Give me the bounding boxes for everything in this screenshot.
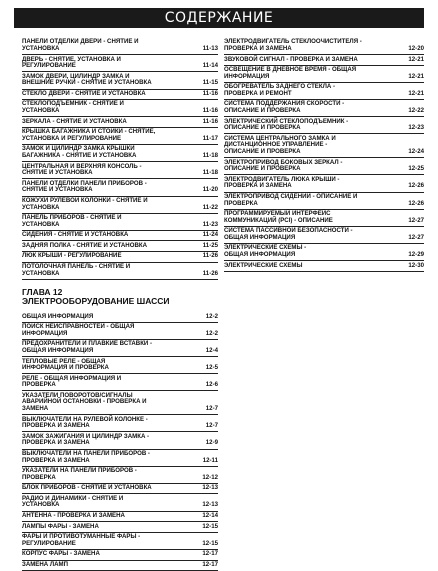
toc-entry-page: 12-6 — [205, 381, 218, 389]
toc-entry-page: 12-22 — [408, 107, 424, 115]
toc-entry-page: 12-17 — [202, 560, 218, 568]
toc-entry — [22, 484, 218, 495]
toc-entry — [22, 100, 218, 117]
toc-entry — [224, 227, 424, 244]
toc-entry-page: 11-18 — [202, 152, 218, 159]
toc-entry-page: 12-25 — [408, 165, 424, 173]
contents-header: СОДЕРЖАНИЕ — [14, 8, 424, 28]
toc-entry-page: 12-26 — [408, 182, 424, 190]
toc-entry-page: 12-21 — [408, 72, 424, 80]
toc-entry — [224, 210, 424, 227]
toc-entry — [22, 467, 218, 484]
toc-entry — [22, 38, 218, 55]
toc-entry-page: 11-13 — [202, 44, 218, 52]
toc-entry — [22, 90, 218, 101]
toc-entry — [224, 175, 424, 192]
toc-entry-page: 11-18 — [202, 169, 218, 177]
toc-entry-page: 12-14 — [202, 512, 218, 520]
toc-entry-page: 11-23 — [202, 220, 218, 228]
toc-entry-title: ЗЕРКАЛА - СНЯТИЕ И УСТАНОВКА — [22, 117, 127, 125]
toc-entry-page: 12-24 — [408, 148, 424, 156]
toc-entry — [224, 244, 424, 261]
toc-entry — [22, 72, 218, 89]
chapter-12-entries — [22, 312, 218, 571]
toc-entry-title: КОЖУХИ РУЛЕВОЙ КОЛОНКИ - СНЯТИЕ И УСТАНОВКА — [22, 196, 148, 211]
toc-entry-page: 12-13 — [202, 501, 218, 509]
toc-entry-title: ЗАМОК ЗАЖИГАНИЯ И ЦИЛИНДР ЗАМКА - ПРОВЕРКА И ЗАМЕНА — [22, 432, 150, 447]
toc-entry-title: ЗАМЕНА ЛАМП — [22, 560, 68, 568]
toc-entry — [22, 145, 218, 162]
toc-entry-page: 12-7 — [205, 405, 218, 413]
toc-entry — [224, 261, 424, 272]
toc-entry-title: ОБОГРЕВАТЕЛЬ ЗАДНЕГО СТЕКЛА - ПРОВЕРКА И РЕМОНТ — [224, 83, 335, 97]
toc-entry — [22, 312, 218, 323]
toc-entry-page: 11-25 — [202, 241, 218, 249]
left-column — [22, 38, 218, 571]
toc-entry-page: 12-15 — [202, 522, 218, 530]
toc-entry — [22, 533, 218, 550]
toc-entry-page: 12-9 — [205, 439, 218, 447]
toc-entry — [22, 415, 218, 432]
toc-entry — [22, 197, 218, 214]
toc-entry-title: СИСТЕМА ЦЕНТРАЛЬНОГО ЗАМКА И ДИСТАНЦИОННОЕ УПРАВЛЕНИЕ - ОПИСАНИЕ И ПРОВЕРКА — [224, 134, 336, 156]
toc-entry-title: ПРОГРАММИРУЕМЫЙ ИНТЕРФЕЙС КОММУНИКАЦИЙ (PCI) - ОПИСАНИЕ — [224, 210, 333, 224]
toc-entry-title: ПАНЕЛЬ ПРИБОРОВ - СНЯТИЕ И УСТАНОВКА — [22, 214, 122, 228]
toc-entry — [22, 263, 218, 280]
toc-entry-page: 11-20 — [202, 186, 218, 194]
toc-entry-page: 11-16 — [202, 117, 218, 125]
toc-entry-title: СТЕКЛО ДВЕРИ - СНЯТИЕ И УСТАНОВКА — [22, 89, 146, 97]
toc-entry-page: 12-21 — [408, 55, 424, 63]
toc-entry-page: 12-5 — [205, 364, 218, 372]
toc-entry-title: СИДЕНИЯ - СНЯТИЕ И УСТАНОВКА — [22, 231, 129, 239]
toc-entry-page: 12-30 — [408, 261, 424, 269]
toc-entry-page: 11-17 — [202, 134, 218, 142]
toc-entry-title: ЦЕНТРАЛЬНАЯ И ВЕРХНЯЯ КОНСОЛЬ - СНЯТИЕ И УСТАНОВКА — [22, 162, 142, 177]
right-column — [224, 38, 424, 272]
toc-entry-title: ОСВЕЩЕНИЕ В ДНЕВНОЕ ВРЕМЯ - ОБЩАЯ ИНФОРМАЦИЯ — [224, 66, 357, 80]
toc-entry-title: ФАРЫ И ПРОТИВОТУМАННЫЕ ФАРЫ - РЕГУЛИРОВАНИЕ — [22, 533, 141, 547]
toc-entry-title: УКАЗАТЕЛИ НА ПАНЕЛИ ПРИБОРОВ - ПРОВЕРКА — [22, 467, 137, 481]
chapter-number: ГЛАВА 12 — [22, 286, 63, 297]
toc-entry — [22, 231, 218, 242]
toc-entry-page: 12-4 — [205, 346, 218, 354]
chapter-title: ЭЛЕКТРООБОРУДОВАНИЕ ШАССИ — [22, 295, 170, 306]
toc-entry-page: 12-13 — [202, 484, 218, 492]
toc-entry-page: 11-26 — [202, 252, 218, 260]
toc-entry-page: 12-17 — [202, 550, 218, 558]
toc-entry — [22, 117, 218, 128]
toc-entry — [22, 494, 218, 511]
toc-entry-title: СИСТЕМА ПАССИВНОЙ БЕЗОПАСНОСТИ - ОБЩАЯ ИНФОРМАЦИЯ — [224, 227, 353, 241]
toc-entry-page: 12-20 — [408, 44, 424, 52]
toc-entry — [22, 128, 218, 145]
chapter-heading — [22, 288, 218, 306]
toc-entry — [22, 323, 218, 340]
toc-entry-title: ЭЛЕКТРИЧЕСКИЙ СТЕКЛОПОДЪЕМНИК - ОПИСАНИЕ И ПРОВЕРКА — [224, 117, 349, 132]
toc-entry — [22, 432, 218, 449]
toc-entry-title: СИСТЕМА ПОДДЕРЖАНИЯ СКОРОСТИ - ОПИСАНИЕ И ПРОВЕРКА — [224, 100, 345, 115]
toc-entry-title: СТЕКЛОПОДЪЕМНИК - СНЯТИЕ И УСТАНОВКА — [22, 100, 124, 115]
toc-entry-page: 11-22 — [202, 203, 218, 211]
toc-entry-page: 12-26 — [408, 199, 424, 207]
toc-entry — [22, 241, 218, 252]
toc-entry-page: 12-2 — [205, 329, 218, 337]
toc-entry — [224, 193, 424, 210]
toc-entry — [22, 512, 218, 523]
toc-entry-page: 12-27 — [408, 233, 424, 241]
toc-entry — [22, 391, 218, 415]
toc-entry — [22, 561, 218, 571]
toc-entry-title: ЭЛЕКТРОДВИГАТЕЛЬ ЛЮКА КРЫШИ - ПРОВЕРКА И ЗАМЕНА — [224, 175, 340, 190]
chapter-12-entries-continued — [224, 38, 424, 272]
toc-entry-title: ЛАМПЫ ФАРЫ - ЗАМЕНА — [22, 522, 99, 530]
toc-entry-title: ТЕПЛОВЫЕ РЕЛЕ - ОБЩАЯ ИНФОРМАЦИЯ И ПРОВЕРКА — [22, 357, 109, 372]
toc-entry — [22, 374, 218, 391]
toc-entry-page: 12-29 — [408, 251, 424, 259]
toc-entry — [224, 66, 424, 83]
toc-entry-title: ПАНЕЛИ ОТДЕЛКИ ПАНЕЛИ ПРИБОРОВ - СНЯТИЕ И УСТАНОВКА — [22, 179, 147, 194]
toc-entry-title: ОБЩАЯ ИНФОРМАЦИЯ — [22, 312, 94, 320]
toc-entry — [224, 83, 424, 100]
toc-entry-title: КРЫШКА БАГАЖНИКА И СТОЙКИ - СНЯТИЕ, УСТАНОВКА И РЕГУЛИРОВАНИЕ — [22, 128, 156, 142]
toc-entry — [22, 550, 218, 561]
toc-entry-page: 11-26 — [202, 269, 218, 277]
toc-entry-page: 12-27 — [408, 216, 424, 224]
toc-entry — [22, 522, 218, 533]
toc-entry-title: РАДИО И ДИНАМИКИ - СНЯТИЕ И УСТАНОВКА — [22, 494, 124, 509]
toc-entry-page: 11-16 — [202, 89, 218, 97]
toc-entry — [22, 162, 218, 179]
toc-entry-title: ВЫКЛЮЧАТЕЛИ НА РУЛЕВОЙ КОЛОНКЕ - ПРОВЕРКА И ЗАМЕНА — [22, 415, 148, 430]
toc-entry — [224, 158, 424, 175]
toc-entry — [22, 179, 218, 196]
toc-entry-title: ПОИСК НЕИСПРАВНОСТЕЙ - ОБЩАЯ ИНФОРМАЦИЯ — [22, 323, 135, 337]
toc-entry-page: 11-16 — [202, 107, 218, 115]
toc-entry-title: ЗАМОК ДВЕРИ, ЦИЛИНДР ЗАМКА И ВНЕШНИЕ РУЧКИ - СНЯТИЕ И УСТАНОВКА — [22, 72, 152, 87]
toc-entry-title: ЗАМОК И ЦИЛИНДР ЗАМКА КРЫШКИ БАГАЖНИКА - СНЯТИЕ И УСТАНОВКА — [22, 145, 137, 159]
toc-entry — [22, 340, 218, 357]
toc-entry — [22, 357, 218, 374]
toc-entry-title: ЭЛЕКТРОПРИВОД БОКОВЫХ ЗЕРКАЛ - ОПИСАНИЕ И ПРОВЕРКА — [224, 158, 343, 173]
toc-entry — [224, 134, 424, 158]
toc-entry — [224, 55, 424, 66]
toc-entry-title: ДВЕРЬ - СНЯТИЕ, УСТАНОВКА И РЕГУЛИРОВАНИЕ — [22, 55, 121, 70]
toc-entry-title: ЭЛЕКТРИЧЕСКИЕ СХЕМЫ — [224, 261, 303, 269]
toc-entry-title: ЗВУКОВОЙ СИГНАЛ - ПРОВЕРКА И ЗАМЕНА — [224, 55, 358, 63]
toc-entry — [22, 450, 218, 467]
toc-entry-title: ВЫКЛЮЧАТЕЛИ НА ПАНЕЛИ ПРИБОРОВ - ПРОВЕРКА И ЗАМЕНА — [22, 449, 150, 464]
toc-entry-title: АНТЕННА - ПРОВЕРКА И ЗАМЕНА — [22, 512, 125, 520]
chapter-11-entries — [22, 38, 218, 280]
toc-entry-title: ПРЕДОХРАНИТЕЛИ И ПЛАВКИЕ ВСТАВКИ - ОБЩАЯ ИНФОРМАЦИЯ — [22, 340, 153, 354]
toc-entry-page: 12-21 — [408, 89, 424, 97]
toc-entry — [224, 117, 424, 134]
toc-entry-page: 12-15 — [202, 539, 218, 547]
toc-entry — [22, 55, 218, 72]
toc-entry-title: ЗАДНЯЯ ПОЛКА - СНЯТИЕ И УСТАНОВКА — [22, 241, 147, 249]
toc-entry-title: ЭЛЕКТРИЧЕСКИЕ СХЕМЫ - ОБЩАЯ ИНФОРМАЦИЯ — [224, 244, 307, 259]
toc-entry-page: 12-11 — [202, 456, 218, 464]
toc-entry-title: ПОТОЛОЧНАЯ ПАНЕЛЬ - СНЯТИЕ И УСТАНОВКА — [22, 263, 131, 277]
toc-entry-title: УКАЗАТЕЛИ ПОВОРОТОВ/СИГНАЛЫ АВАРИЙНОЙ ОСТАНОВКИ - ПРОВЕРКА И ЗАМЕНА — [22, 391, 147, 413]
toc-entry-title: РЕЛЕ - ОБЩАЯ ИНФОРМАЦИЯ И ПРОВЕРКА — [22, 374, 122, 389]
toc-entry-title: БЛОК ПРИБОРОВ - СНЯТИЕ И УСТАНОВКА — [22, 484, 152, 492]
toc-entry-title: ЭЛЕКТРОПРИВОД СИДЕНИЙ - ОПИСАНИЕ И ПРОВЕРКА — [224, 192, 358, 207]
toc-entry-page: 12-12 — [202, 473, 218, 481]
toc-entry — [22, 252, 218, 263]
toc-entry-page: 12-23 — [408, 124, 424, 132]
toc-entry-page: 12-7 — [205, 422, 218, 430]
toc-entry-title: ЛЮК КРЫШИ - РЕГУЛИРОВАНИЕ — [22, 252, 122, 260]
toc-entry-page: 11-14 — [202, 62, 218, 70]
toc-entry-page: 11-24 — [202, 231, 218, 239]
toc-entry-page: 12-2 — [205, 312, 218, 320]
toc-entry — [22, 214, 218, 231]
toc-entry-title: КОРПУС ФАРЫ - ЗАМЕНА — [22, 550, 100, 558]
toc-entry-title: ЭЛЕКТРОДВИГАТЕЛЬ СТЕКЛООЧИСТИТЕЛЯ - ПРОВЕРКА И ЗАМЕНА — [224, 38, 362, 52]
toc-entry-page: 11-15 — [202, 79, 218, 87]
toc-entry — [224, 100, 424, 117]
toc-entry-title: ПАНЕЛИ ОТДЕЛКИ ДВЕРИ - СНЯТИЕ И УСТАНОВКА — [22, 38, 139, 52]
toc-entry — [224, 38, 424, 55]
